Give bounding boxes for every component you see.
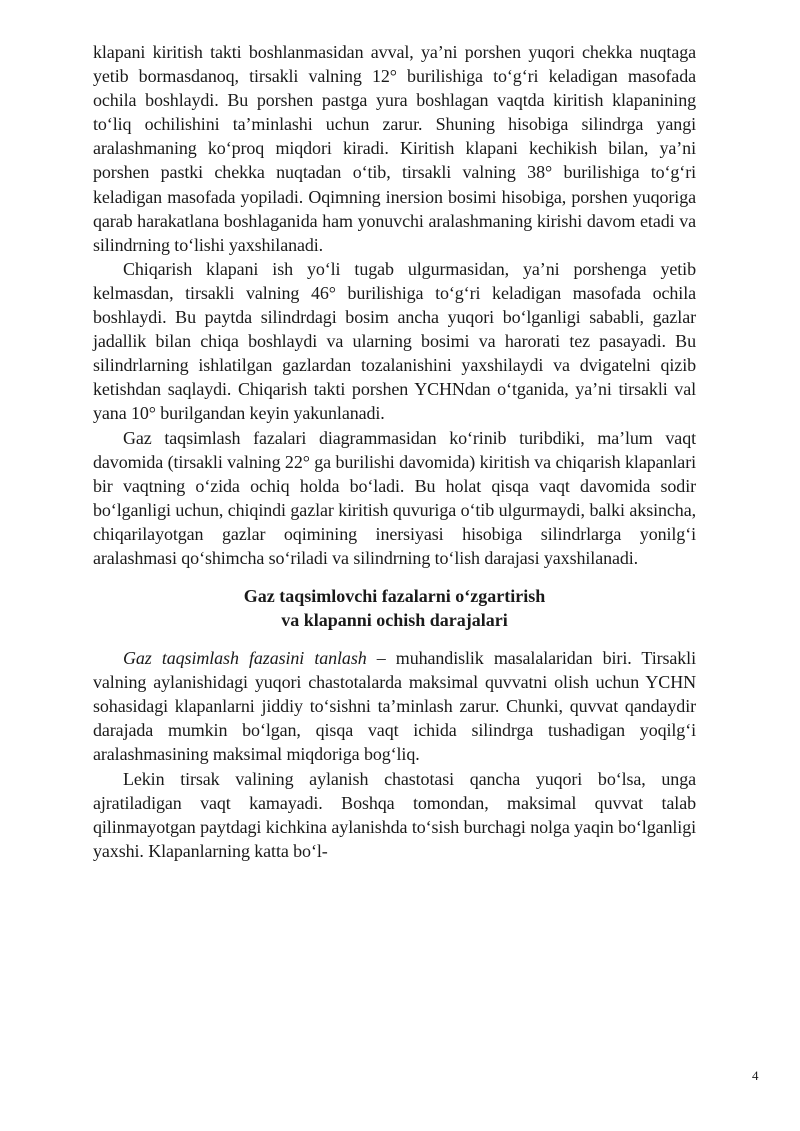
section-heading	[93, 584, 696, 632]
page-number: 4	[752, 1068, 759, 1083]
paragraph-exhaust-valve: Chiqarish klapani ish yo‘li tugab ulgurmasidan, ya’ni porshenga yetib kelmasdan, tirsakli valning 46° burilishiga to‘g‘ri keladigan masofada ochila boshlaydi. Bu paytda silindrdagi bosim ancha yuqori bo‘lganligi sababli, gazlar jadallik bilan chiqa boshlaydi va ularning bosimi va harorati tez pasayadi. Bu silindrlarning ishlatilgan gazlardan tozalanishini yaxshilaydi va dvigatelni qizib ketishdan saqlaydi. Chiqarish takti porshen YCHNdan o‘tganida, ya’ni tirsakli val yana 10° burilgandan keyin yakunlanadi.	[93, 258, 696, 424]
paragraph-rotation-speed: Lekin tirsak valining aylanish chastotasi qancha yuqori bo‘lsa, unga ajratiladigan vaqt kamayadi. Boshqa tomondan, maksimal quvvat talab qilinmayotgan paytdagi kichkina aylanishda to‘sish burchagi nolga yaqin bo‘lganligi yaxshi. Klapanlarning katta bo‘l-	[93, 768, 696, 861]
section-heading-line-2: va klapanni ochish darajalari	[281, 610, 508, 631]
paragraph-phase-selection	[93, 646, 696, 766]
paragraph-valve-overlap: Gaz taqsimlash fazalari diagrammasidan ko‘rinib turibdiki, ma’lum vaqt davomida (tirsakli valning 22° ga burilishi davomida) kiritish va chiqarish klapanlari bir vaqtning o‘zida ochiq holda bo‘ladi. Bu holat qisqa vaqt davomida sodir bo‘lganligi uchun, chiqindi gazlar kiritish quvuriga o‘tib ulgurmaydi, balki aksincha, chiqarilayotgan gazlar oqimining inersiyasi hisobiga silindrlarga yonilg‘i aralashmasi qo‘shimcha so‘riladi va silindrning to‘lish darajasi yaxshilanadi.	[93, 427, 696, 568]
section-heading-line-1: Gaz taqsimlovchi fazalarni o‘zgartirish	[243, 586, 546, 607]
paragraph-phase-selection-text: – muhandislik masalalaridan biri. Tirsakli valning aylanishidagi yuqori chastotalarda maksimal quvvatni olish uchun YCHN sohasidagi klapanlarni jiddiy to‘sishni ta’minlash zarur. Chunki, quvvat qandaydir darajada mumkin bo‘lgan, qisqa vaqt ichida silindrga tushadigan yoqilg‘i aralashmasining maksimal miqdoriga bog‘liq.	[93, 648, 696, 765]
term-gaz-taqsimlash-fazasi: Gaz taqsimlash fazasini tanlash	[123, 648, 367, 669]
paragraph-intake-valve: klapani kiritish takti boshlanmasidan avval, ya’ni porshen yuqori chekka nuqtaga yetib bormasdanoq, tirsakli valning 12° burilishiga to‘g‘ri keladigan masofada ochila boshlaydi. Bu porshen pastga yura boshlagan vaqtda kiritish klapanining to‘liq ochilishini ta’minlashi uchun zarur. Shuning hisobiga silindrga yangi aralashmaning ko‘proq miqdori kiradi. Kiritish klapani kechikish bilan, ya’ni porshen pastki chekka nuqtadan o‘tib, tirsakli valning 38° burilishiga to‘g‘ri keladigan masofada yopiladi. Oqimning inersion bosimi hisobiga, porshen yuqoriga qarab harakatlana boshlaganida ham yonuvchi aralashmaning kirishi davom etadi va silindrning to‘lishi yaxshilanadi.	[93, 42, 696, 255]
page-content	[93, 40, 696, 863]
